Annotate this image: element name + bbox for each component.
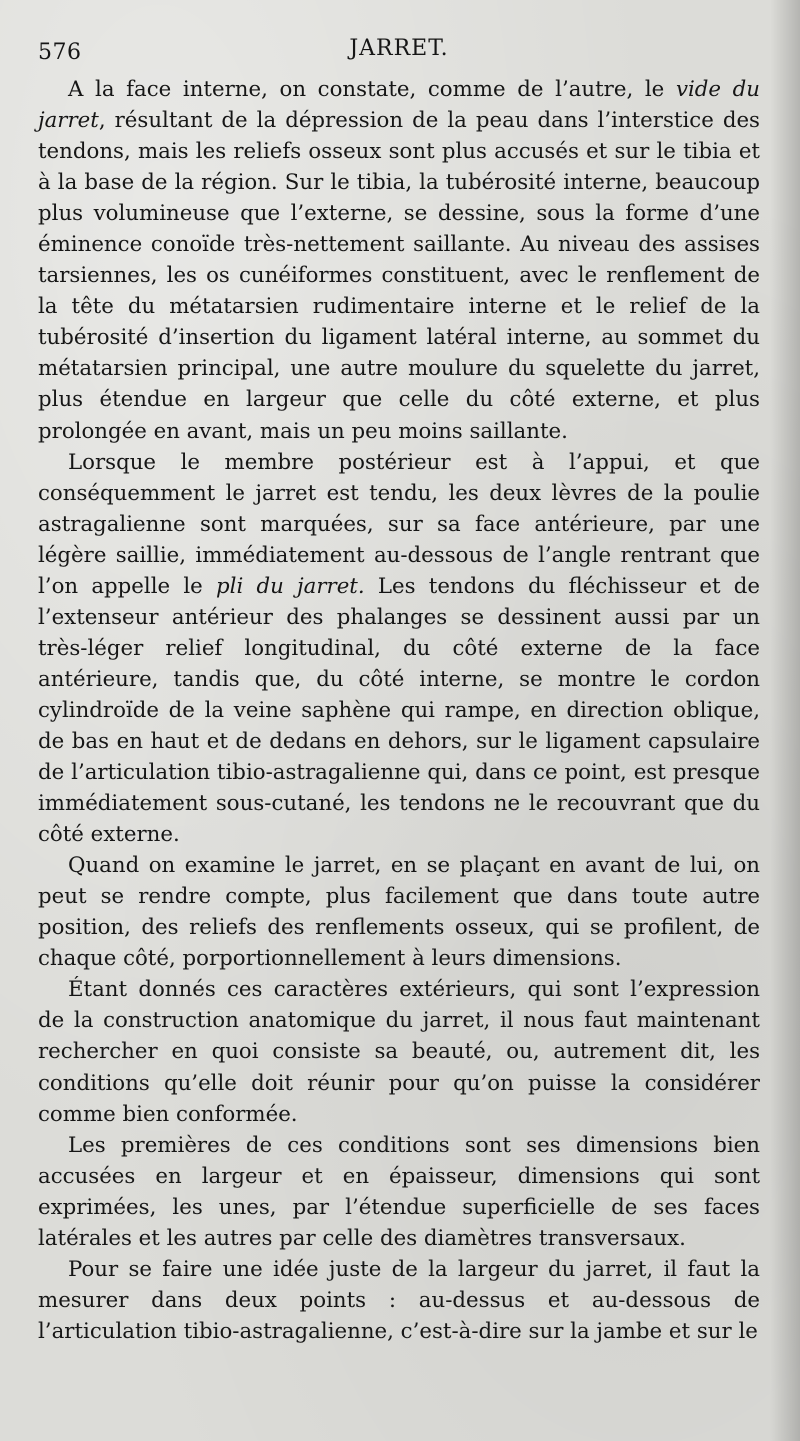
paragraph — [38, 1130, 760, 1254]
page-number: 576 — [38, 40, 82, 65]
body-text — [38, 74, 760, 1347]
text-run: Les premières de ces conditions sont ses dimensions bien accusées en largeur et en épaisseur, dimensions qui sont exprimées, les unes, par l’étendue superficielle de ses faces latérales et les autres par celle des diamètres transversaux. — [38, 1132, 760, 1251]
page-header — [38, 28, 760, 74]
running-title: JARRET. — [349, 36, 449, 61]
paragraph — [38, 974, 760, 1129]
text-run: A la face interne, on constate, comme de l’autre, le — [68, 77, 676, 102]
paragraph — [38, 447, 760, 851]
text-run: , résultant de la dépression de la peau dans l’interstice des tendons, mais les reliefs osseux sont plus accusés et sur le tibia et à la base de la région. Sur le tibia, la tubérosité interne, beaucoup plus volumineuse que l’externe, se dessine, sous la forme d’une éminence conoïde très-nettement saillante. Au niveau des assises tarsiennes, les os cunéiformes constituent, avec le renflement de la tête du métatarsien rudimentaire interne et le relief de la tubérosité d’insertion du ligament latéral interne, au sommet du métatarsien principal, une autre moulure du squelette du jarret, plus étendue en largeur que celle du côté externe, et plus prolongée en avant, mais un peu moins saillante. — [38, 108, 760, 444]
italic-term: pli du jarret. — [216, 573, 365, 599]
text-run: Quand on examine le jarret, en se plaçant en avant de lui, on peut se rendre compte, plus facilement que dans toute autre position, des reliefs des renflements osseux, qui se profilent, de chaque côté, porportionnellement à leurs dimensions. — [38, 853, 760, 972]
text-run: Pour se faire une idée juste de la largeur du jarret, il faut la mesurer dans deux points : au-dessus et au-dessous de l’articulation tibio-astragalienne, c’est-à-dire sur la jambe et sur le — [38, 1256, 760, 1344]
italic-term: vide du jarret — [38, 77, 761, 134]
paragraph — [38, 74, 760, 447]
text-run: Les tendons du fléchisseur et de l’extenseur antérieur des phalanges se dessinent aussi par un très-léger relief longitudinal, du côté externe de la face antérieure, tandis que, du côté interne, se montre le cordon cylindroïde de la veine saphène qui rampe, en direction oblique, de bas en haut et de dedans en dehors, sur le ligament capsulaire de l’articulation tibio-astragalienne qui, dans ce point, est presque immédiatement sous-cutané, les tendons ne le recouvrant que du côté externe. — [38, 573, 760, 848]
paragraph — [38, 850, 760, 974]
text-run: Lorsque le membre postérieur est à l’appui, et que conséquemment le jarret est tendu, les deux lèvres de la poulie astragalienne sont marquées, sur sa face antérieure, par une légère saillie, immédiatement au-dessous de l’angle rentrant que l’on appelle le — [38, 449, 760, 599]
text-run: Étant donnés ces caractères extérieurs, qui sont l’expression de la construction anatomique du jarret, il nous faut maintenant rechercher en quoi consiste sa beauté, ou, autrement dit, les conditions qu’elle doit réunir pour qu’on puisse la considérer comme bien conformée. — [38, 977, 760, 1127]
paragraph — [38, 1254, 760, 1347]
